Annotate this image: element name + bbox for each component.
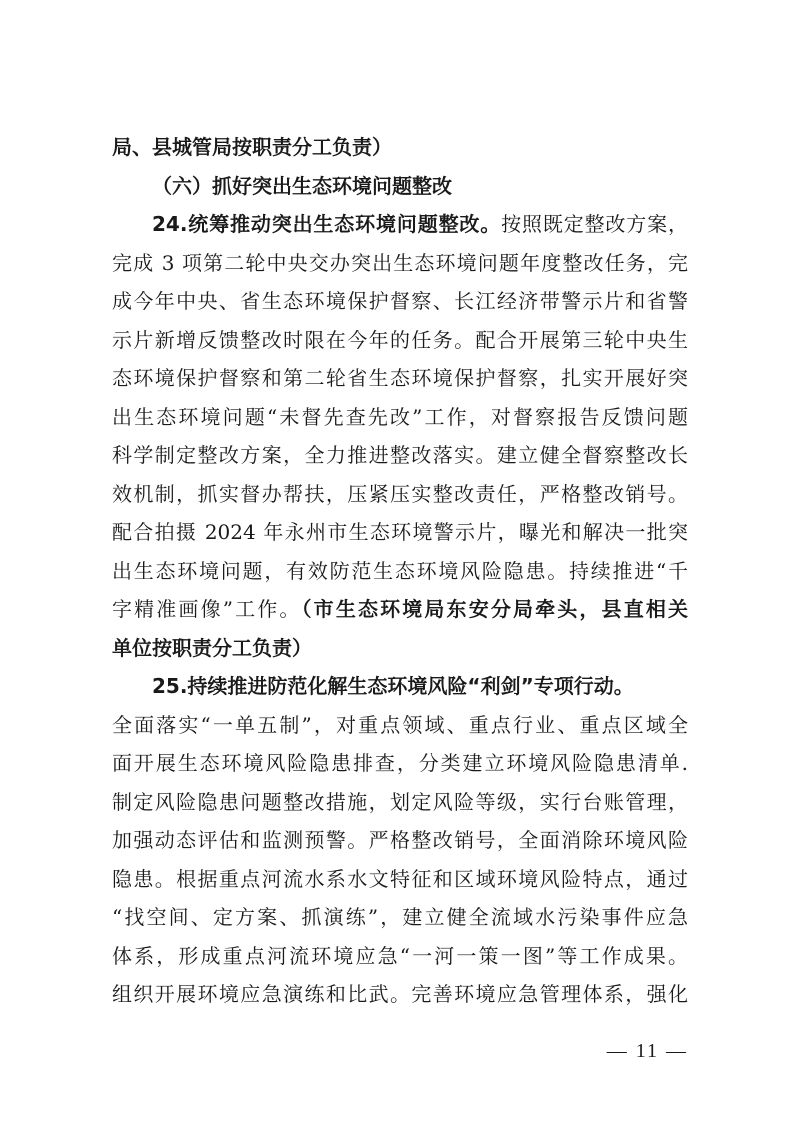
item25-title: 25.持续推进防范化解生态环境风险“利剑”专项行动。 (152, 674, 634, 698)
item25-line: 全面落实“一单五制”，对重点领域、重点行业、重点区域全 (112, 712, 688, 737)
responsibility-note-prev: 局、县城管局按职责分工负责） (112, 135, 392, 159)
item24-line: 成今年中央、省生态环境保护督察、长江经济带警示片和省警 (112, 289, 688, 313)
item25-line: 加强动态评估和监测预警。严格整改销号，全面消除环境风险 (112, 828, 688, 852)
item24-line: 出生态环境问题“未督先查先改”工作，对督察报告反馈问题 (112, 404, 688, 429)
item24-line: 科学制定整改方案，全力推进整改落实。建立健全督察整改长 (112, 443, 688, 467)
item25-line: 组织开展环境应急演练和比武。完善环境应急管理体系，强化 (112, 982, 688, 1006)
item25-line: 面开展生态环境风险隐患排查，分类建立环境风险隐患清单. (112, 751, 688, 775)
page-number: — 11 — (606, 1040, 688, 1062)
document-body (112, 128, 688, 1014)
item24-line: 出生态环境问题，有效防范生态环境风险隐患。持续推进“千 (112, 558, 688, 583)
item24-line-mixed (112, 590, 688, 629)
item25-line: 体系，形成重点河流环境应急“一河一策一图”等工作成果。 (112, 943, 688, 968)
item24-line: 态环境保护督察和第二轮省生态环境保护督察，扎实开展好突 (112, 366, 688, 390)
section-heading: （六）抓好突出生态环境问题整改 (152, 173, 452, 198)
item24-line: 完成 3 项第二轮中央交办突出生态环境问题年度整改任务，完 (112, 250, 688, 275)
item24-first-line (112, 205, 688, 244)
item24-responsibility-tail: 单位按职责分工负责） (112, 635, 312, 660)
item24-first-line-text: 按照既定整改方案， (501, 212, 688, 236)
item25-line: 制定风险隐患问题整改措施，划定风险等级，实行台账管理， (112, 789, 688, 814)
item24-line: 效机制，抓实督办帮扶，压紧压实整改责任，严格整改销号。 (112, 481, 688, 506)
item24-line: 示片新增反馈整改时限在今年的任务。配合开展第三轮中央生 (112, 327, 688, 352)
item24-plain-text: 字精准画像”工作。 (112, 597, 302, 621)
item24-line: 配合拍摄 2024 年永州市生态环境警示片，曝光和解决一批突 (112, 520, 688, 544)
item24-responsibility: （市生态环境局东安分局牵头，县直相关 (301, 597, 688, 621)
item25-line: “找空间、定方案、抓演练”，建立健全流域水污染事件应急 (112, 905, 688, 929)
item25-line: 隐患。根据重点河流水系水文特征和区域环境风险特点，通过 (112, 866, 688, 891)
item24-title: 24.统筹推动突出生态环境问题整改。 (152, 212, 502, 236)
